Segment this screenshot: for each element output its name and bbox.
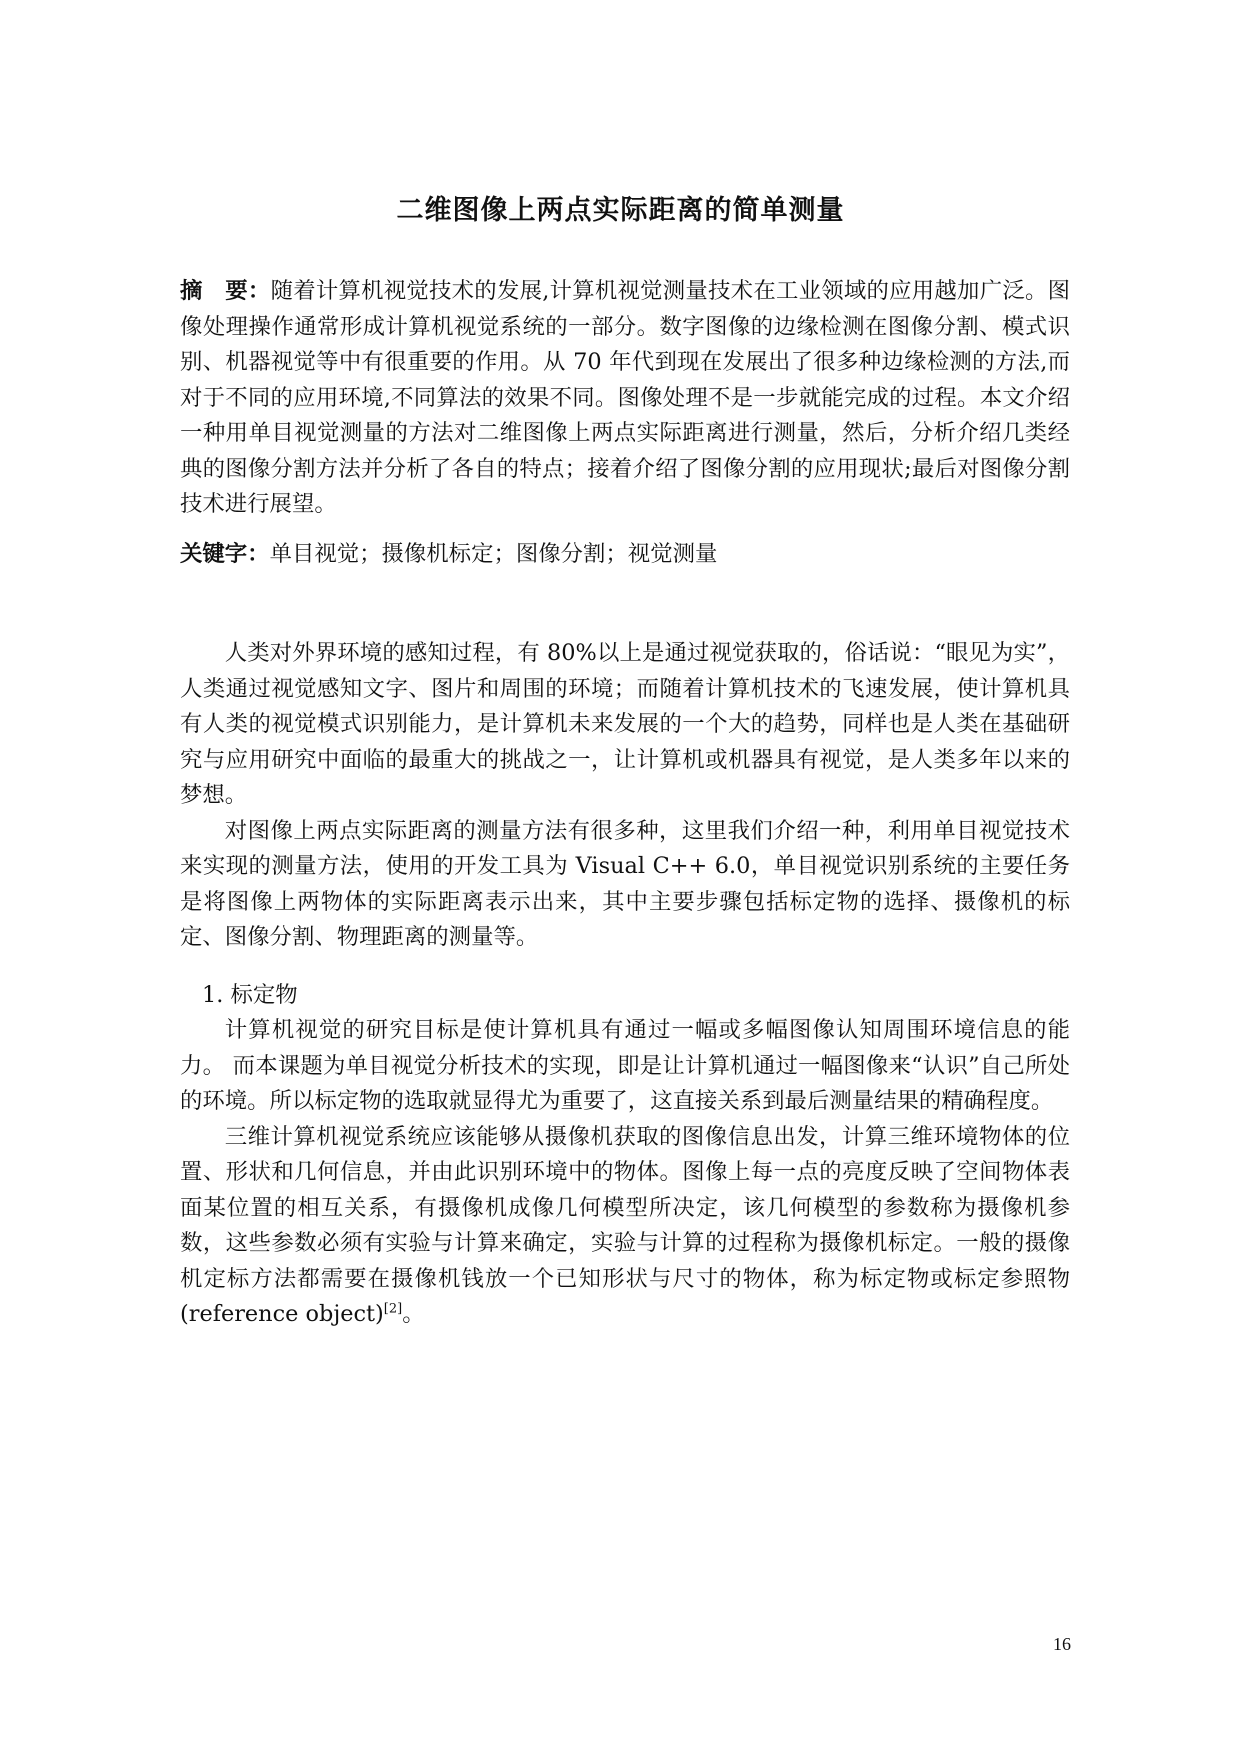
section-paragraph: 计算机视觉的研究目标是使计算机具有通过一幅或多幅图像认知周围环境信息的能力。 而本课题为单目视觉分析技术的实现，即是让计算机通过一幅图像来“认识”自己所处的环境。所以标定物的选取就显得尤为重要了，这直接关系到最后测量结果的精确程度。 — [180, 1017, 1070, 1114]
abstract-text: 随着计算机视觉技术的发展,计算机视觉测量技术在工业领域的应用越加广泛。图像处理操作通常形成计算机视觉系统的一部分。数字图像的边缘检测在图像分割、模式识别、机器视觉等中有很重要的作用。从 70 年代到现在发展出了很多种边缘检测的方法,而对于不同的应用环境,不同算法的效果不同。图像处理不是一步就能完成的过程。本文介绍一种用单目视觉测量的方法对二维图像上两点实际距离进行测量，然后，分析介绍几类经典的图像分割方法并分析了各自的特点；接着介绍了图像分割的应用现状;最后对图像分割技术进行展望。 — [180, 278, 1071, 517]
section-paragraph-text: 三维计算机视觉系统应该能够从摄像机获取的图像信息出发，计算三维环境物体的位置、形状和几何信息，并由此识别环境中的物体。图像上每一点的亮度反映了空间物体表面某位置的相互关系，有摄像机成像几何模型所决定，该几何模型的参数称为摄像机参数，这些参数必须有实验与计算来确定，实验与计算的过程称为摄像机标定。一般的摄像机定标方法都需要在摄像机钱放一个已知形状与尺寸的物体，称为标定物或标定参照物(reference object) — [180, 1123, 1070, 1327]
page-title: 二维图像上两点实际距离的简单测量 — [396, 195, 845, 226]
body-paragraph: 对图像上两点实际距离的测量方法有很多种，这里我们介绍一种，利用单目视觉技术来实现的测量方法，使用的开发工具为 Visual C++ 6.0，单目视觉识别系统的主要任务是将图像上两物体的实际距离表示出来，其中主要步骤包括标定物的选择、摄像机的标定、图像分割、物理距离的测量等。 — [180, 817, 1070, 950]
body-text — [180, 636, 1070, 1333]
section-heading: 1. 标定物 — [202, 981, 298, 1008]
page-number: 16 — [1053, 1634, 1071, 1654]
body-paragraph: 人类对外界环境的感知过程，有 80%以上是通过视觉获取的，俗话说：“眼见为实”，人类通过视觉感知文字、图片和周围的环境；而随着计算机技术的飞速发展，使计算机具有人类的视觉模式识别能力，是计算机未来发展的一个大的趋势，同样也是人类在基础研究与应用研究中面临的最重大的挑战之一，让计算机或机器具有视觉，是人类多年以来的梦想。 — [180, 640, 1070, 808]
keywords-text: 单目视觉；摄像机标定；图像分割；视觉测量 — [269, 541, 718, 567]
keywords-label: 关键字： — [180, 541, 270, 567]
keywords — [180, 537, 1070, 573]
section-paragraph-with-citation — [180, 1120, 1070, 1333]
citation-superscript: [2] — [383, 1301, 403, 1317]
abstract-label: 摘 要： — [180, 278, 271, 304]
abstract — [180, 274, 1070, 523]
sentence-end-punctuation: 。 — [402, 1301, 425, 1327]
